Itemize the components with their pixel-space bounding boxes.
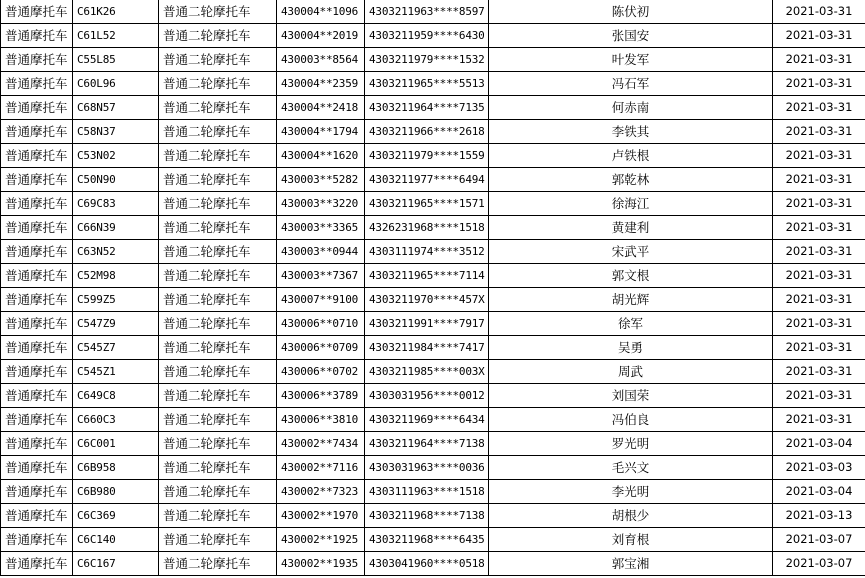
table-row: [1, 144, 865, 168]
id-number-cell: 4303111974****3512: [365, 240, 489, 264]
vehicle-type-cell: 普通摩托车: [1, 0, 73, 24]
license-number-cell: 430004**2019: [277, 24, 365, 48]
plate-number-cell: C60L96: [73, 72, 159, 96]
vehicle-type-cell: 普通摩托车: [1, 528, 73, 552]
vehicle-type-cell: 普通摩托车: [1, 456, 73, 480]
license-class-cell: 普通二轮摩托车: [159, 312, 277, 336]
table-row: [1, 0, 865, 24]
license-number-cell: 430003**3220: [277, 192, 365, 216]
license-class-cell: 普通二轮摩托车: [159, 240, 277, 264]
plate-number-cell: C545Z7: [73, 336, 159, 360]
owner-name-cell: 冯伯良: [489, 408, 773, 432]
id-number-cell: 4303211979****1559: [365, 144, 489, 168]
license-class-cell: 普通二轮摩托车: [159, 408, 277, 432]
owner-name-cell: 陈伏初: [489, 0, 773, 24]
id-number-cell: 4303111963****1518: [365, 480, 489, 504]
license-number-cell: 430006**0710: [277, 312, 365, 336]
plate-number-cell: C6C167: [73, 552, 159, 576]
vehicle-type-cell: 普通摩托车: [1, 144, 73, 168]
license-number-cell: 430003**3365: [277, 216, 365, 240]
date-cell: 2021-03-31: [773, 360, 865, 384]
table-row: [1, 96, 865, 120]
license-number-cell: 430002**1935: [277, 552, 365, 576]
vehicle-type-cell: 普通摩托车: [1, 408, 73, 432]
owner-name-cell: 郭宝湘: [489, 552, 773, 576]
owner-name-cell: 徐军: [489, 312, 773, 336]
plate-number-cell: C649C8: [73, 384, 159, 408]
owner-name-cell: 刘国荣: [489, 384, 773, 408]
table-row: [1, 288, 865, 312]
vehicle-type-cell: 普通摩托车: [1, 264, 73, 288]
id-number-cell: 4303211969****6434: [365, 408, 489, 432]
license-number-cell: 430002**1925: [277, 528, 365, 552]
table-row: [1, 336, 865, 360]
license-class-cell: 普通二轮摩托车: [159, 480, 277, 504]
id-number-cell: 4303211959****6430: [365, 24, 489, 48]
vehicle-type-cell: 普通摩托车: [1, 384, 73, 408]
owner-name-cell: 徐海江: [489, 192, 773, 216]
owner-name-cell: 叶发军: [489, 48, 773, 72]
table-row: [1, 312, 865, 336]
table-row: [1, 48, 865, 72]
license-class-cell: 普通二轮摩托车: [159, 504, 277, 528]
license-number-cell: 430002**7323: [277, 480, 365, 504]
vehicle-type-cell: 普通摩托车: [1, 504, 73, 528]
license-number-cell: 430006**3810: [277, 408, 365, 432]
plate-number-cell: C68N57: [73, 96, 159, 120]
license-number-cell: 430002**7116: [277, 456, 365, 480]
id-number-cell: 4303211965****7114: [365, 264, 489, 288]
date-cell: 2021-03-31: [773, 312, 865, 336]
vehicle-type-cell: 普通摩托车: [1, 312, 73, 336]
owner-name-cell: 李铁其: [489, 120, 773, 144]
license-number-cell: 430006**0702: [277, 360, 365, 384]
owner-name-cell: 宋武平: [489, 240, 773, 264]
date-cell: 2021-03-31: [773, 72, 865, 96]
license-class-cell: 普通二轮摩托车: [159, 336, 277, 360]
vehicle-type-cell: 普通摩托车: [1, 96, 73, 120]
table-row: [1, 264, 865, 288]
plate-number-cell: C50N90: [73, 168, 159, 192]
table-row: [1, 24, 865, 48]
plate-number-cell: C63N52: [73, 240, 159, 264]
vehicle-type-cell: 普通摩托车: [1, 216, 73, 240]
owner-name-cell: 胡根少: [489, 504, 773, 528]
plate-number-cell: C6B980: [73, 480, 159, 504]
table-row: [1, 168, 865, 192]
id-number-cell: 4303211979****1532: [365, 48, 489, 72]
license-number-cell: 430002**7434: [277, 432, 365, 456]
id-number-cell: 4303211965****5513: [365, 72, 489, 96]
date-cell: 2021-03-31: [773, 120, 865, 144]
license-class-cell: 普通二轮摩托车: [159, 120, 277, 144]
plate-number-cell: C6B958: [73, 456, 159, 480]
id-number-cell: 4303211963****8597: [365, 0, 489, 24]
date-cell: 2021-03-31: [773, 336, 865, 360]
date-cell: 2021-03-04: [773, 432, 865, 456]
table-row: [1, 432, 865, 456]
date-cell: 2021-03-31: [773, 192, 865, 216]
license-class-cell: 普通二轮摩托车: [159, 168, 277, 192]
table-row: [1, 216, 865, 240]
license-class-cell: 普通二轮摩托车: [159, 0, 277, 24]
table-row: [1, 120, 865, 144]
date-cell: 2021-03-07: [773, 528, 865, 552]
license-class-cell: 普通二轮摩托车: [159, 552, 277, 576]
license-class-cell: 普通二轮摩托车: [159, 192, 277, 216]
vehicle-type-cell: 普通摩托车: [1, 48, 73, 72]
table-row: [1, 528, 865, 552]
plate-number-cell: C55L85: [73, 48, 159, 72]
date-cell: 2021-03-31: [773, 288, 865, 312]
vehicle-type-cell: 普通摩托车: [1, 288, 73, 312]
date-cell: 2021-03-31: [773, 216, 865, 240]
license-number-cell: 430002**1970: [277, 504, 365, 528]
owner-name-cell: 何赤南: [489, 96, 773, 120]
owner-name-cell: 黄建利: [489, 216, 773, 240]
license-number-cell: 430004**2418: [277, 96, 365, 120]
owner-name-cell: 郭文根: [489, 264, 773, 288]
owner-name-cell: 胡光辉: [489, 288, 773, 312]
vehicle-type-cell: 普通摩托车: [1, 168, 73, 192]
license-number-cell: 430003**0944: [277, 240, 365, 264]
license-number-cell: 430003**8564: [277, 48, 365, 72]
plate-number-cell: C6C001: [73, 432, 159, 456]
license-number-cell: 430003**5282: [277, 168, 365, 192]
plate-number-cell: C52M98: [73, 264, 159, 288]
date-cell: 2021-03-04: [773, 480, 865, 504]
license-class-cell: 普通二轮摩托车: [159, 72, 277, 96]
date-cell: 2021-03-31: [773, 24, 865, 48]
plate-number-cell: C53N02: [73, 144, 159, 168]
license-number-cell: 430004**1620: [277, 144, 365, 168]
plate-number-cell: C61K26: [73, 0, 159, 24]
owner-name-cell: 李光明: [489, 480, 773, 504]
table-row: [1, 456, 865, 480]
license-class-cell: 普通二轮摩托车: [159, 264, 277, 288]
table-row: [1, 552, 865, 576]
plate-number-cell: C599Z5: [73, 288, 159, 312]
vehicle-type-cell: 普通摩托车: [1, 240, 73, 264]
license-class-cell: 普通二轮摩托车: [159, 144, 277, 168]
table-row: [1, 360, 865, 384]
license-number-cell: 430004**1096: [277, 0, 365, 24]
license-number-cell: 430007**9100: [277, 288, 365, 312]
id-number-cell: 4303211965****1571: [365, 192, 489, 216]
date-cell: 2021-03-31: [773, 96, 865, 120]
plate-number-cell: C61L52: [73, 24, 159, 48]
id-number-cell: 4303211968****6435: [365, 528, 489, 552]
owner-name-cell: 冯石军: [489, 72, 773, 96]
id-number-cell: 4303211970****457X: [365, 288, 489, 312]
license-number-cell: 430006**3789: [277, 384, 365, 408]
date-cell: 2021-03-03: [773, 456, 865, 480]
license-class-cell: 普通二轮摩托车: [159, 216, 277, 240]
license-class-cell: 普通二轮摩托车: [159, 360, 277, 384]
table-body: [1, 0, 865, 576]
date-cell: 2021-03-31: [773, 168, 865, 192]
owner-name-cell: 吴勇: [489, 336, 773, 360]
table-row: [1, 240, 865, 264]
license-number-cell: 430004**1794: [277, 120, 365, 144]
table-row: [1, 504, 865, 528]
id-number-cell: 4303031956****0012: [365, 384, 489, 408]
date-cell: 2021-03-31: [773, 264, 865, 288]
plate-number-cell: C6C369: [73, 504, 159, 528]
table-row: [1, 192, 865, 216]
plate-number-cell: C66N39: [73, 216, 159, 240]
id-number-cell: 4303211985****003X: [365, 360, 489, 384]
id-number-cell: 4303211984****7417: [365, 336, 489, 360]
plate-number-cell: C6C140: [73, 528, 159, 552]
plate-number-cell: C545Z1: [73, 360, 159, 384]
owner-name-cell: 毛兴文: [489, 456, 773, 480]
plate-number-cell: C69C83: [73, 192, 159, 216]
plate-number-cell: C58N37: [73, 120, 159, 144]
owner-name-cell: 张国安: [489, 24, 773, 48]
id-number-cell: 4303211968****7138: [365, 504, 489, 528]
vehicle-type-cell: 普通摩托车: [1, 432, 73, 456]
license-class-cell: 普通二轮摩托车: [159, 384, 277, 408]
id-number-cell: 4303041960****0518: [365, 552, 489, 576]
date-cell: 2021-03-31: [773, 0, 865, 24]
vehicle-type-cell: 普通摩托车: [1, 360, 73, 384]
license-number-cell: 430006**0709: [277, 336, 365, 360]
date-cell: 2021-03-31: [773, 144, 865, 168]
owner-name-cell: 卢铁根: [489, 144, 773, 168]
license-class-cell: 普通二轮摩托车: [159, 432, 277, 456]
license-class-cell: 普通二轮摩托车: [159, 456, 277, 480]
vehicle-type-cell: 普通摩托车: [1, 120, 73, 144]
owner-name-cell: 郭乾林: [489, 168, 773, 192]
table-row: [1, 72, 865, 96]
license-class-cell: 普通二轮摩托车: [159, 24, 277, 48]
license-class-cell: 普通二轮摩托车: [159, 528, 277, 552]
vehicle-type-cell: 普通摩托车: [1, 336, 73, 360]
license-number-cell: 430003**7367: [277, 264, 365, 288]
table-row: [1, 408, 865, 432]
license-class-cell: 普通二轮摩托车: [159, 48, 277, 72]
table-row: [1, 480, 865, 504]
id-number-cell: 4303211964****7138: [365, 432, 489, 456]
vehicle-type-cell: 普通摩托车: [1, 480, 73, 504]
vehicle-type-cell: 普通摩托车: [1, 24, 73, 48]
owner-name-cell: 周武: [489, 360, 773, 384]
license-number-cell: 430004**2359: [277, 72, 365, 96]
id-number-cell: 4303211964****7135: [365, 96, 489, 120]
vehicle-type-cell: 普通摩托车: [1, 72, 73, 96]
date-cell: 2021-03-13: [773, 504, 865, 528]
date-cell: 2021-03-31: [773, 240, 865, 264]
date-cell: 2021-03-31: [773, 48, 865, 72]
plate-number-cell: C660C3: [73, 408, 159, 432]
table-row: [1, 384, 865, 408]
date-cell: 2021-03-31: [773, 384, 865, 408]
id-number-cell: 4326231968****1518: [365, 216, 489, 240]
vehicle-type-cell: 普通摩托车: [1, 552, 73, 576]
owner-name-cell: 罗光明: [489, 432, 773, 456]
date-cell: 2021-03-07: [773, 552, 865, 576]
date-cell: 2021-03-31: [773, 408, 865, 432]
id-number-cell: 4303211991****7917: [365, 312, 489, 336]
license-class-cell: 普通二轮摩托车: [159, 288, 277, 312]
license-class-cell: 普通二轮摩托车: [159, 96, 277, 120]
id-number-cell: 4303031963****0036: [365, 456, 489, 480]
vehicle-type-cell: 普通摩托车: [1, 192, 73, 216]
id-number-cell: 4303211977****6494: [365, 168, 489, 192]
owner-name-cell: 刘育根: [489, 528, 773, 552]
plate-number-cell: C547Z9: [73, 312, 159, 336]
id-number-cell: 4303211966****2618: [365, 120, 489, 144]
